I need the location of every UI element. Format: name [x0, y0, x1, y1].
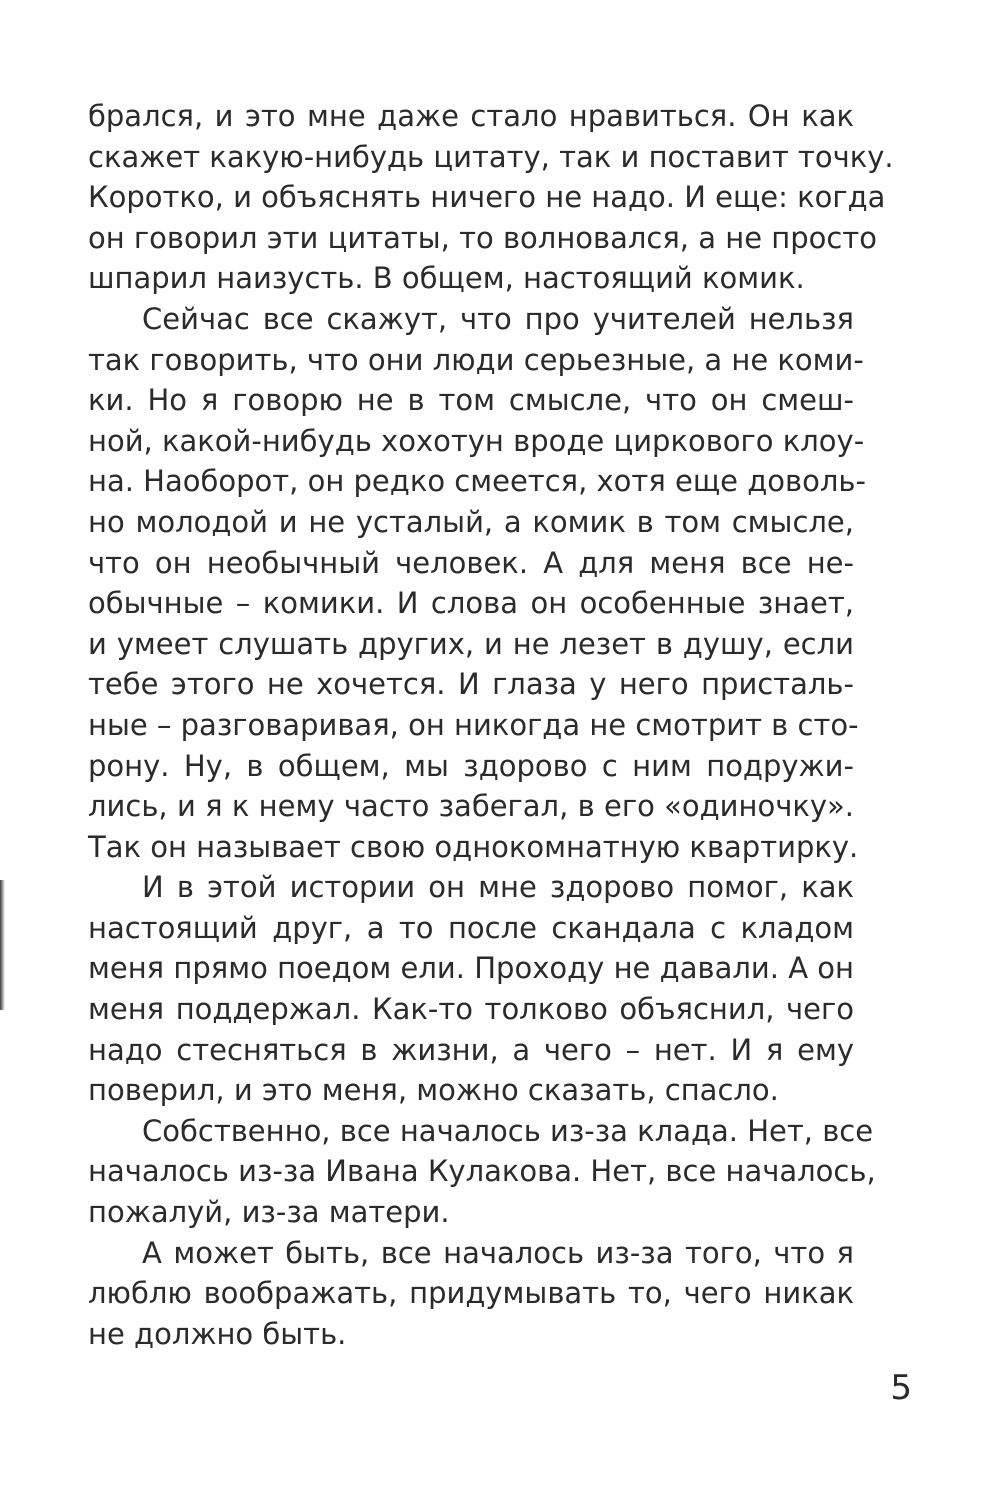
text-line: настоящий друг, а то после скандала с кладом: [88, 910, 854, 945]
text-line: лись, и я к нему часто забегал, в его «одиночку».: [88, 789, 854, 824]
text-line: ки. Но я говорю не в том смысле, что он смеш-: [88, 383, 854, 418]
paragraph-first-line: Сейчас все скажут, что про учителей нельзя: [142, 301, 854, 336]
text-line: тебе этого не хочется. И глаза у него присталь-: [88, 667, 854, 702]
text-line: обычные – комики. И слова он особенные знает,: [88, 586, 854, 621]
text-line: и умеет слушать других, и не лезет в душу, если: [88, 626, 854, 661]
text-line: меня поддержал. Как-то толково объяснил, чего: [88, 992, 854, 1027]
text-line: люблю воображать, придумывать то, чего никак: [88, 1276, 854, 1311]
paragraph-first-line: А может быть, все началось из-за того, что я: [142, 1235, 854, 1270]
text-line: Так он называет свою однокомнатную квартирку.: [88, 829, 859, 864]
page-number: 5: [890, 1368, 912, 1408]
text-line: шпарил наизусть. В общем, настоящий комик.: [88, 261, 805, 296]
text-line: ной, какой-нибудь хохотун вроде циркового клоу-: [88, 423, 865, 458]
text-line: ные – разговаривая, он никогда не смотрит в сто-: [88, 707, 859, 742]
text-line: он говорил эти цитаты, то волновался, а не просто: [88, 220, 877, 255]
text-line: Коротко, и объяснять ничего не надо. И еще: когда: [88, 180, 886, 215]
text-line: пожалуй, из-за матери.: [88, 1195, 450, 1230]
paragraph-first-line: Собственно, все началось из-за клада. Нет, все: [142, 1113, 874, 1148]
text-line: на. Наоборот, он редко смеется, хотя еще доволь-: [88, 464, 866, 499]
text-line: началось из-за Ивана Кулакова. Нет, все началось,: [88, 1154, 876, 1189]
text-line: рону. Ну, в общем, мы здорово с ним подружи-: [88, 748, 854, 783]
text-line: скажет какую-нибудь цитату, так и поставит точку.: [88, 139, 894, 174]
text-line: надо стесняться в жизни, а чего – нет. И я ему: [88, 1032, 854, 1067]
text-line: брался, и это мне даже стало нравиться. Он как: [88, 99, 854, 133]
text-line: меня прямо поедом ели. Проходу не давали. А он: [88, 951, 854, 986]
paragraph-first-line: И в этой истории он мне здорово помог, как: [142, 870, 854, 905]
text-line: что он необычный человек. А для меня все не-: [88, 545, 854, 580]
body-text: [88, 96, 894, 1354]
text-line: поверил, и это меня, можно сказать, спасло.: [88, 1073, 779, 1108]
text-line: так говорить, что они люди серьезные, а не коми-: [88, 342, 864, 377]
page-binding-shadow: [0, 880, 5, 1010]
text-line: не должно быть.: [88, 1316, 347, 1351]
text-line: но молодой и не усталый, а комик в том смысле,: [88, 504, 854, 539]
